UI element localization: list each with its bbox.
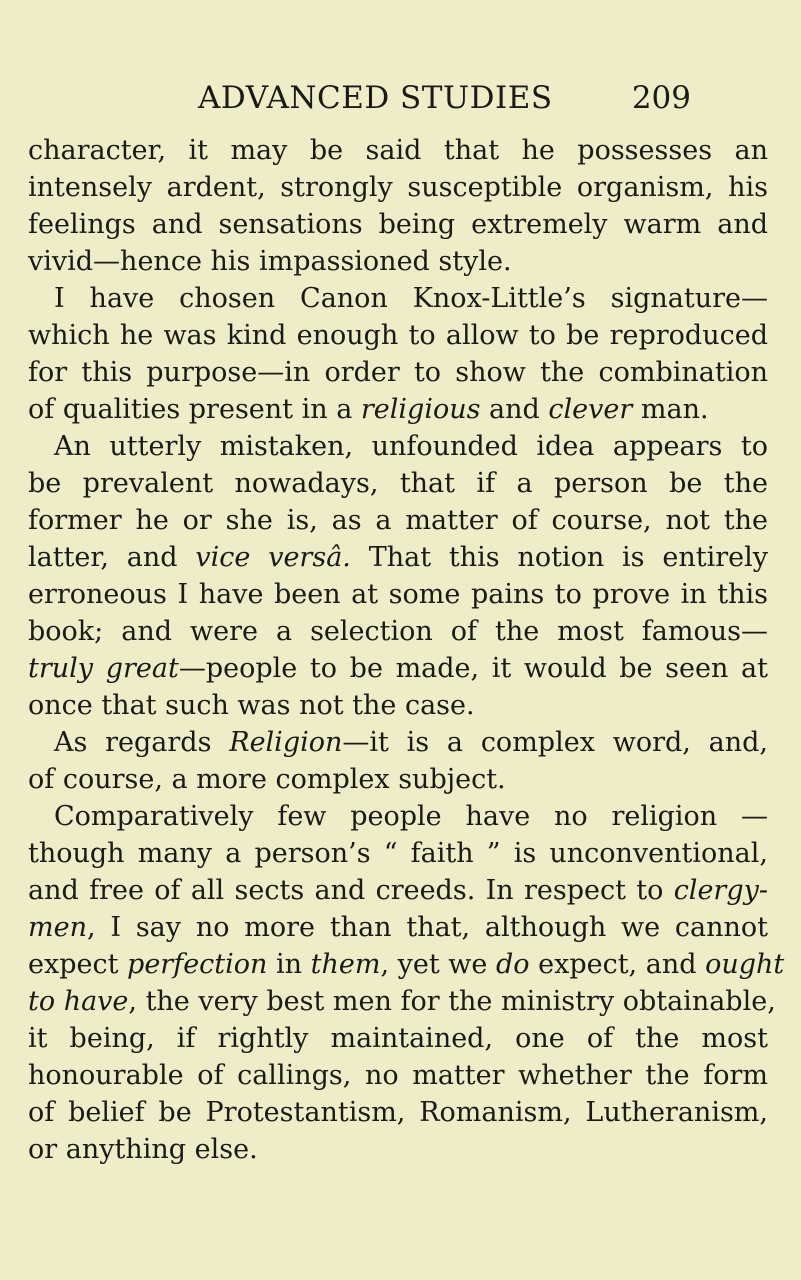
text-line: [28, 1131, 768, 1168]
text-line: [28, 243, 768, 280]
text-line: [28, 650, 768, 687]
text-segment: , yet we: [380, 949, 496, 980]
text-line: [28, 169, 768, 206]
italic-text: to have: [28, 986, 129, 1017]
text-line: [28, 1094, 768, 1131]
text-segment: , the very best men for the ministry obtainable,: [128, 986, 776, 1017]
text-line: [28, 576, 768, 613]
text-line: [28, 687, 768, 724]
text-segment: and: [480, 394, 549, 425]
text-line: [28, 1057, 768, 1094]
text-line: [28, 613, 768, 650]
text-line: [28, 354, 768, 391]
text-segment: be prevalent nowadays, that if a person be the: [28, 468, 768, 499]
text-line: [28, 132, 768, 169]
text-line: [28, 391, 768, 428]
text-segment: once that such was not the case.: [28, 690, 475, 721]
text-segment: which he was kind enough to allow to be reproduced: [28, 320, 768, 351]
text-segment: intensely ardent, strongly susceptible organism, his: [28, 172, 768, 203]
text-line: [28, 909, 768, 946]
text-line: [28, 1020, 768, 1057]
text-segment: of course, a more complex subject.: [28, 764, 506, 795]
italic-text: do: [495, 949, 530, 980]
text-line: [28, 835, 768, 872]
text-line: [28, 280, 768, 317]
text-segment: honourable of callings, no matter whether the form: [28, 1060, 768, 1091]
text-segment: expect: [28, 949, 128, 980]
text-segment: latter, and: [28, 542, 196, 573]
text-segment: —it is a complex word, and,: [342, 727, 768, 758]
text-segment: though many a person’s “ faith ” is unconventional,: [28, 838, 768, 869]
text-line: [28, 317, 768, 354]
text-segment: former he or she is, as a matter of course, not the: [28, 505, 768, 536]
italic-text: perfection: [127, 949, 268, 980]
text-segment: , I say no more than that, although we cannot: [86, 912, 768, 943]
text-segment: character, it may be said that he possesses an: [28, 135, 768, 166]
page-number: 209: [631, 80, 691, 116]
body-text: [28, 132, 785, 1168]
text-segment: or anything else.: [28, 1134, 258, 1165]
italic-text: religious: [360, 394, 481, 425]
text-segment: Comparatively few people have no religion —: [54, 801, 768, 832]
text-segment: book; and were a selection of the most famous—: [28, 616, 768, 647]
italic-text: clever: [548, 394, 633, 425]
text-segment: vivid—hence his impassioned style.: [28, 246, 512, 277]
text-line: [28, 465, 768, 502]
text-line: [28, 502, 768, 539]
text-segment: for this purpose—in order to show the combination: [28, 357, 768, 388]
text-segment: As regards: [54, 727, 230, 758]
text-line: [28, 206, 768, 243]
text-line: [28, 872, 768, 909]
text-segment: That this notion is entirely: [350, 542, 768, 573]
text-segment: —people to be made, it would be seen at: [178, 653, 768, 684]
italic-text: truly great: [28, 653, 179, 684]
text-line: [28, 761, 768, 798]
italic-text: vice versâ.: [195, 542, 351, 573]
text-segment: and free of all sects and creeds. In respect to: [28, 875, 674, 906]
italic-text: ought: [705, 949, 785, 980]
text-segment: erroneous I have been at some pains to prove in this: [28, 579, 768, 610]
text-segment: expect, and: [529, 949, 706, 980]
text-segment: in: [267, 949, 311, 980]
text-segment: of belief be Protestantism, Romanism, Lutheranism,: [28, 1097, 768, 1128]
text-segment: I have chosen Canon Knox-Little’s signature—: [54, 283, 768, 314]
text-line: [28, 428, 768, 465]
text-segment: of qualities present in a: [28, 394, 361, 425]
text-line: [28, 539, 768, 576]
text-segment: man.: [632, 394, 709, 425]
italic-text: Religion: [229, 727, 343, 758]
text-segment: it being, if rightly maintained, one of the most: [28, 1023, 768, 1054]
text-line: [28, 983, 776, 1020]
page-header: [0, 78, 801, 118]
italic-text: them: [310, 949, 381, 980]
text-line: [28, 798, 768, 835]
text-segment: An utterly mistaken, unfounded idea appears to: [54, 431, 768, 462]
italic-text: men: [28, 912, 87, 943]
text-line: [28, 724, 768, 761]
running-head: ADVANCED STUDIES: [198, 80, 553, 116]
italic-text: clergy-: [673, 875, 768, 906]
text-segment: feelings and sensations being extremely warm and: [28, 209, 768, 240]
text-line: [28, 946, 785, 983]
